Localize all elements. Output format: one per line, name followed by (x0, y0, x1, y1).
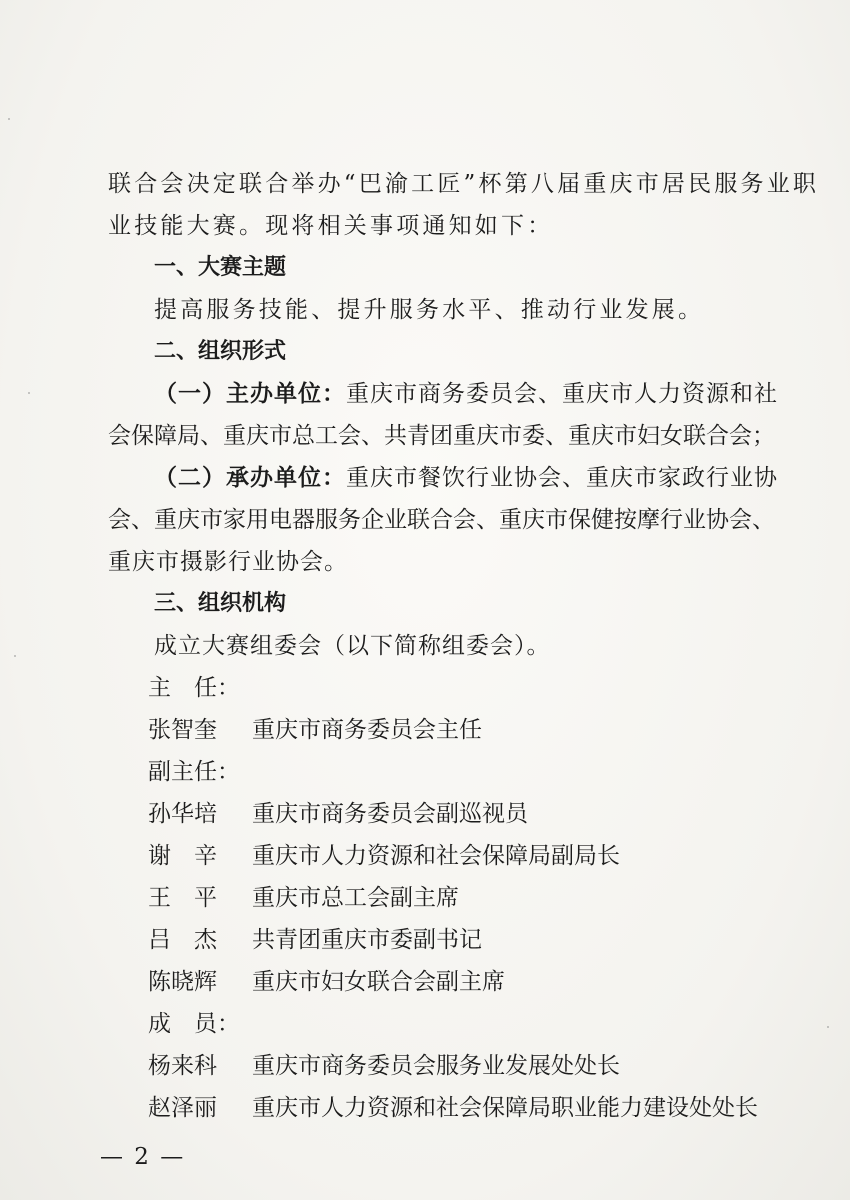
member-row (108, 1087, 788, 1129)
organizer-label: （二）承办单位： (154, 465, 346, 491)
members-label: 成 员： (148, 1011, 240, 1037)
intro-line-2: 业技能大赛。现将相关事项通知如下： (108, 213, 554, 239)
person-name: 赵泽丽 (148, 1095, 217, 1121)
committee-intro: 成立大赛组委会（以下简称组委会）。 (154, 633, 551, 659)
person-name: 杨来科 (148, 1053, 217, 1079)
paper-speck (827, 1026, 829, 1028)
person-name: 吕 杰 (148, 927, 217, 953)
person-title: 重庆市总工会副主席 (252, 885, 459, 911)
deputy-row (108, 793, 788, 835)
theme-text: 提高服务技能、提升服务水平、推动行业发展。 (154, 297, 705, 323)
person-name: 孙华培 (148, 801, 217, 827)
paper-speck (28, 392, 30, 394)
section-heading-theme: 一、大赛主题 (154, 255, 287, 280)
paper-speck (14, 655, 16, 657)
host-text-1: 重庆市商务委员会、重庆市人力资源和社 (346, 381, 778, 407)
person-title: 共青团重庆市委副书记 (252, 927, 482, 953)
intro-line-1: 联合会决定联合举办“巴渝工匠”杯第八届重庆市居民服务业职 (108, 171, 820, 197)
director-label: 主 任： (148, 675, 240, 701)
deputy-row (108, 877, 788, 919)
deputy-director-label: 副主任： (148, 759, 240, 785)
host-line-1 (108, 373, 788, 415)
section-heading-organization: 三、组织机构 (154, 591, 287, 616)
person-title: 重庆市商务委员会服务业发展处处长 (252, 1053, 620, 1079)
deputy-row (108, 835, 788, 877)
organizer-line-2: 会、重庆市家用电器服务企业联合会、重庆市保健按摩行业协会、 (108, 507, 775, 533)
page-number: — 2 — (100, 1144, 186, 1170)
paper-speck (8, 118, 10, 120)
person-name: 谢 辛 (148, 843, 217, 869)
director-row (108, 709, 788, 751)
section-heading-organization-form: 二、组织形式 (154, 339, 287, 364)
host-label: （一）主办单位： (154, 381, 346, 407)
person-name: 王 平 (148, 885, 217, 911)
host-line-2: 会保障局、重庆市总工会、共青团重庆市委、重庆市妇女联合会； (108, 423, 775, 449)
document-body (108, 163, 820, 1129)
organizer-line-1 (108, 457, 788, 499)
person-title: 重庆市商务委员会副巡视员 (252, 801, 528, 827)
organizer-text-1: 重庆市餐饮行业协会、重庆市家政行业协 (346, 465, 778, 491)
deputy-row (108, 961, 788, 1003)
person-title: 重庆市人力资源和社会保障局职业能力建设处处长 (252, 1095, 758, 1121)
organizer-line-3: 重庆市摄影行业协会。 (108, 549, 348, 575)
person-name: 张智奎 (148, 717, 217, 743)
person-name: 陈晓辉 (148, 969, 217, 995)
member-row (108, 1045, 788, 1087)
person-title: 重庆市商务委员会主任 (252, 717, 482, 743)
person-title: 重庆市人力资源和社会保障局副局长 (252, 843, 620, 869)
deputy-row (108, 919, 788, 961)
person-title: 重庆市妇女联合会副主席 (252, 969, 505, 995)
